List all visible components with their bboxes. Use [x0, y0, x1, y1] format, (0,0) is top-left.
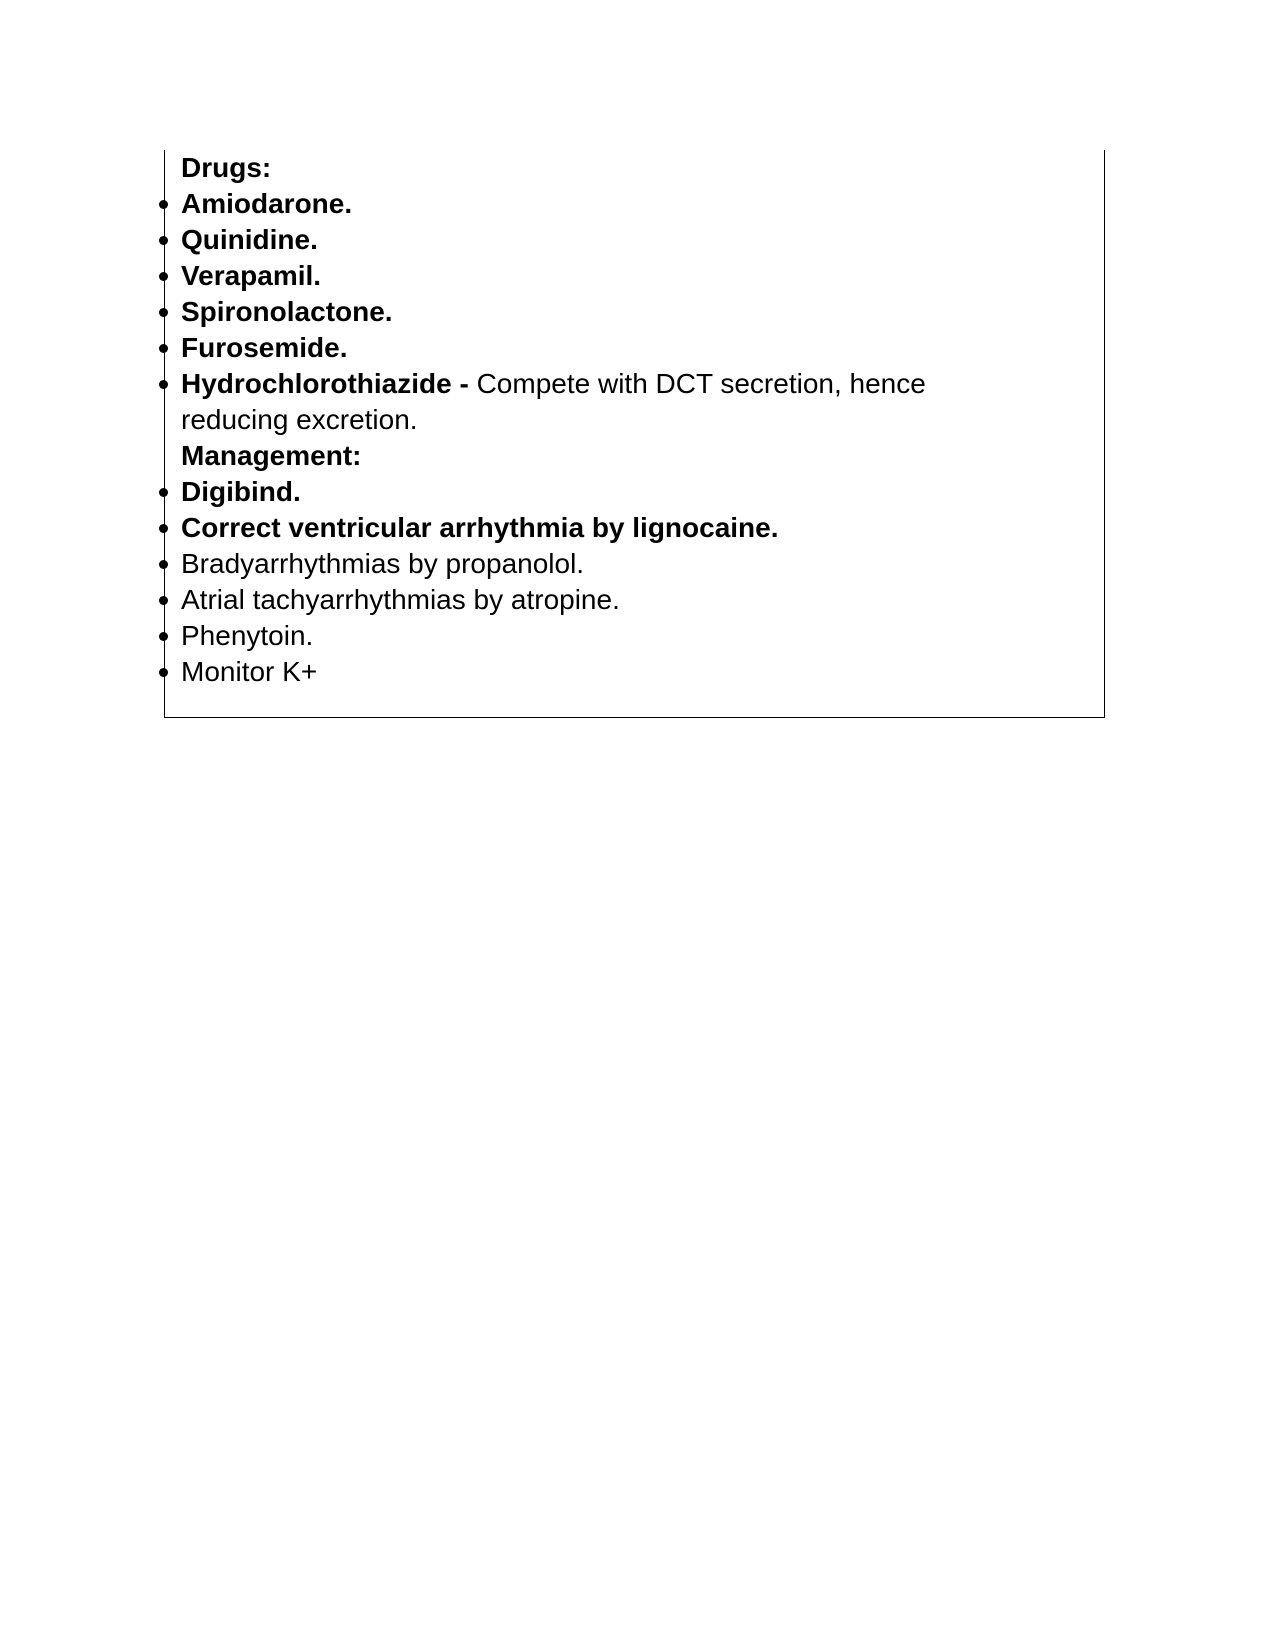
- bullet-icon: [156, 618, 170, 654]
- bullet-icon: [156, 654, 170, 690]
- list-item-hydrochlorothiazide: [181, 366, 1021, 438]
- list-item-text: Digibind.: [181, 476, 301, 507]
- list-item: [181, 654, 1021, 690]
- list-item: [181, 582, 1021, 618]
- list-item-text: Quinidine.: [181, 224, 318, 255]
- list-item: [181, 474, 1021, 510]
- bullet-icon: [156, 582, 170, 618]
- list-item-text: Spironolactone.: [181, 296, 393, 327]
- management-heading: Management:: [181, 440, 362, 471]
- list-item-text: Bradyarrhythmias by propanolol.: [181, 548, 585, 579]
- bullet-icon: [156, 510, 170, 546]
- list-item: [181, 618, 1021, 654]
- drug-name: Hydrochlorothiazide -: [181, 368, 477, 399]
- bullet-icon: [156, 474, 170, 510]
- list-item: [181, 186, 1021, 222]
- list-item: [181, 330, 1021, 366]
- list-item-text: Verapamil.: [181, 260, 322, 291]
- list-item-text: Monitor K+: [181, 656, 318, 687]
- list-item: [181, 510, 1021, 546]
- bullet-icon: [156, 258, 170, 294]
- list-item-text: Atrial tachyarrhythmias by atropine.: [181, 584, 620, 615]
- drug-note: Compete with DCT secretion, hence reducing excretion.: [181, 368, 926, 435]
- list-item: [181, 546, 1021, 582]
- document-content: [181, 150, 1021, 690]
- list-item: [181, 294, 1021, 330]
- list-item-text: Furosemide.: [181, 332, 348, 363]
- bullet-icon: [156, 330, 170, 366]
- list-item-text: Phenytoin.: [181, 620, 314, 651]
- bullet-icon: [156, 222, 170, 258]
- drugs-heading: Drugs:: [181, 152, 272, 183]
- bullet-icon: [156, 366, 170, 402]
- list-item: [181, 222, 1021, 258]
- bullet-icon: [156, 294, 170, 330]
- bullet-icon: [156, 546, 170, 582]
- list-item-text: Correct ventricular arrhythmia by lignocaine.: [181, 512, 779, 543]
- bullet-icon: [156, 186, 170, 222]
- list-item: [181, 258, 1021, 294]
- list-item-text: Amiodarone.: [181, 188, 353, 219]
